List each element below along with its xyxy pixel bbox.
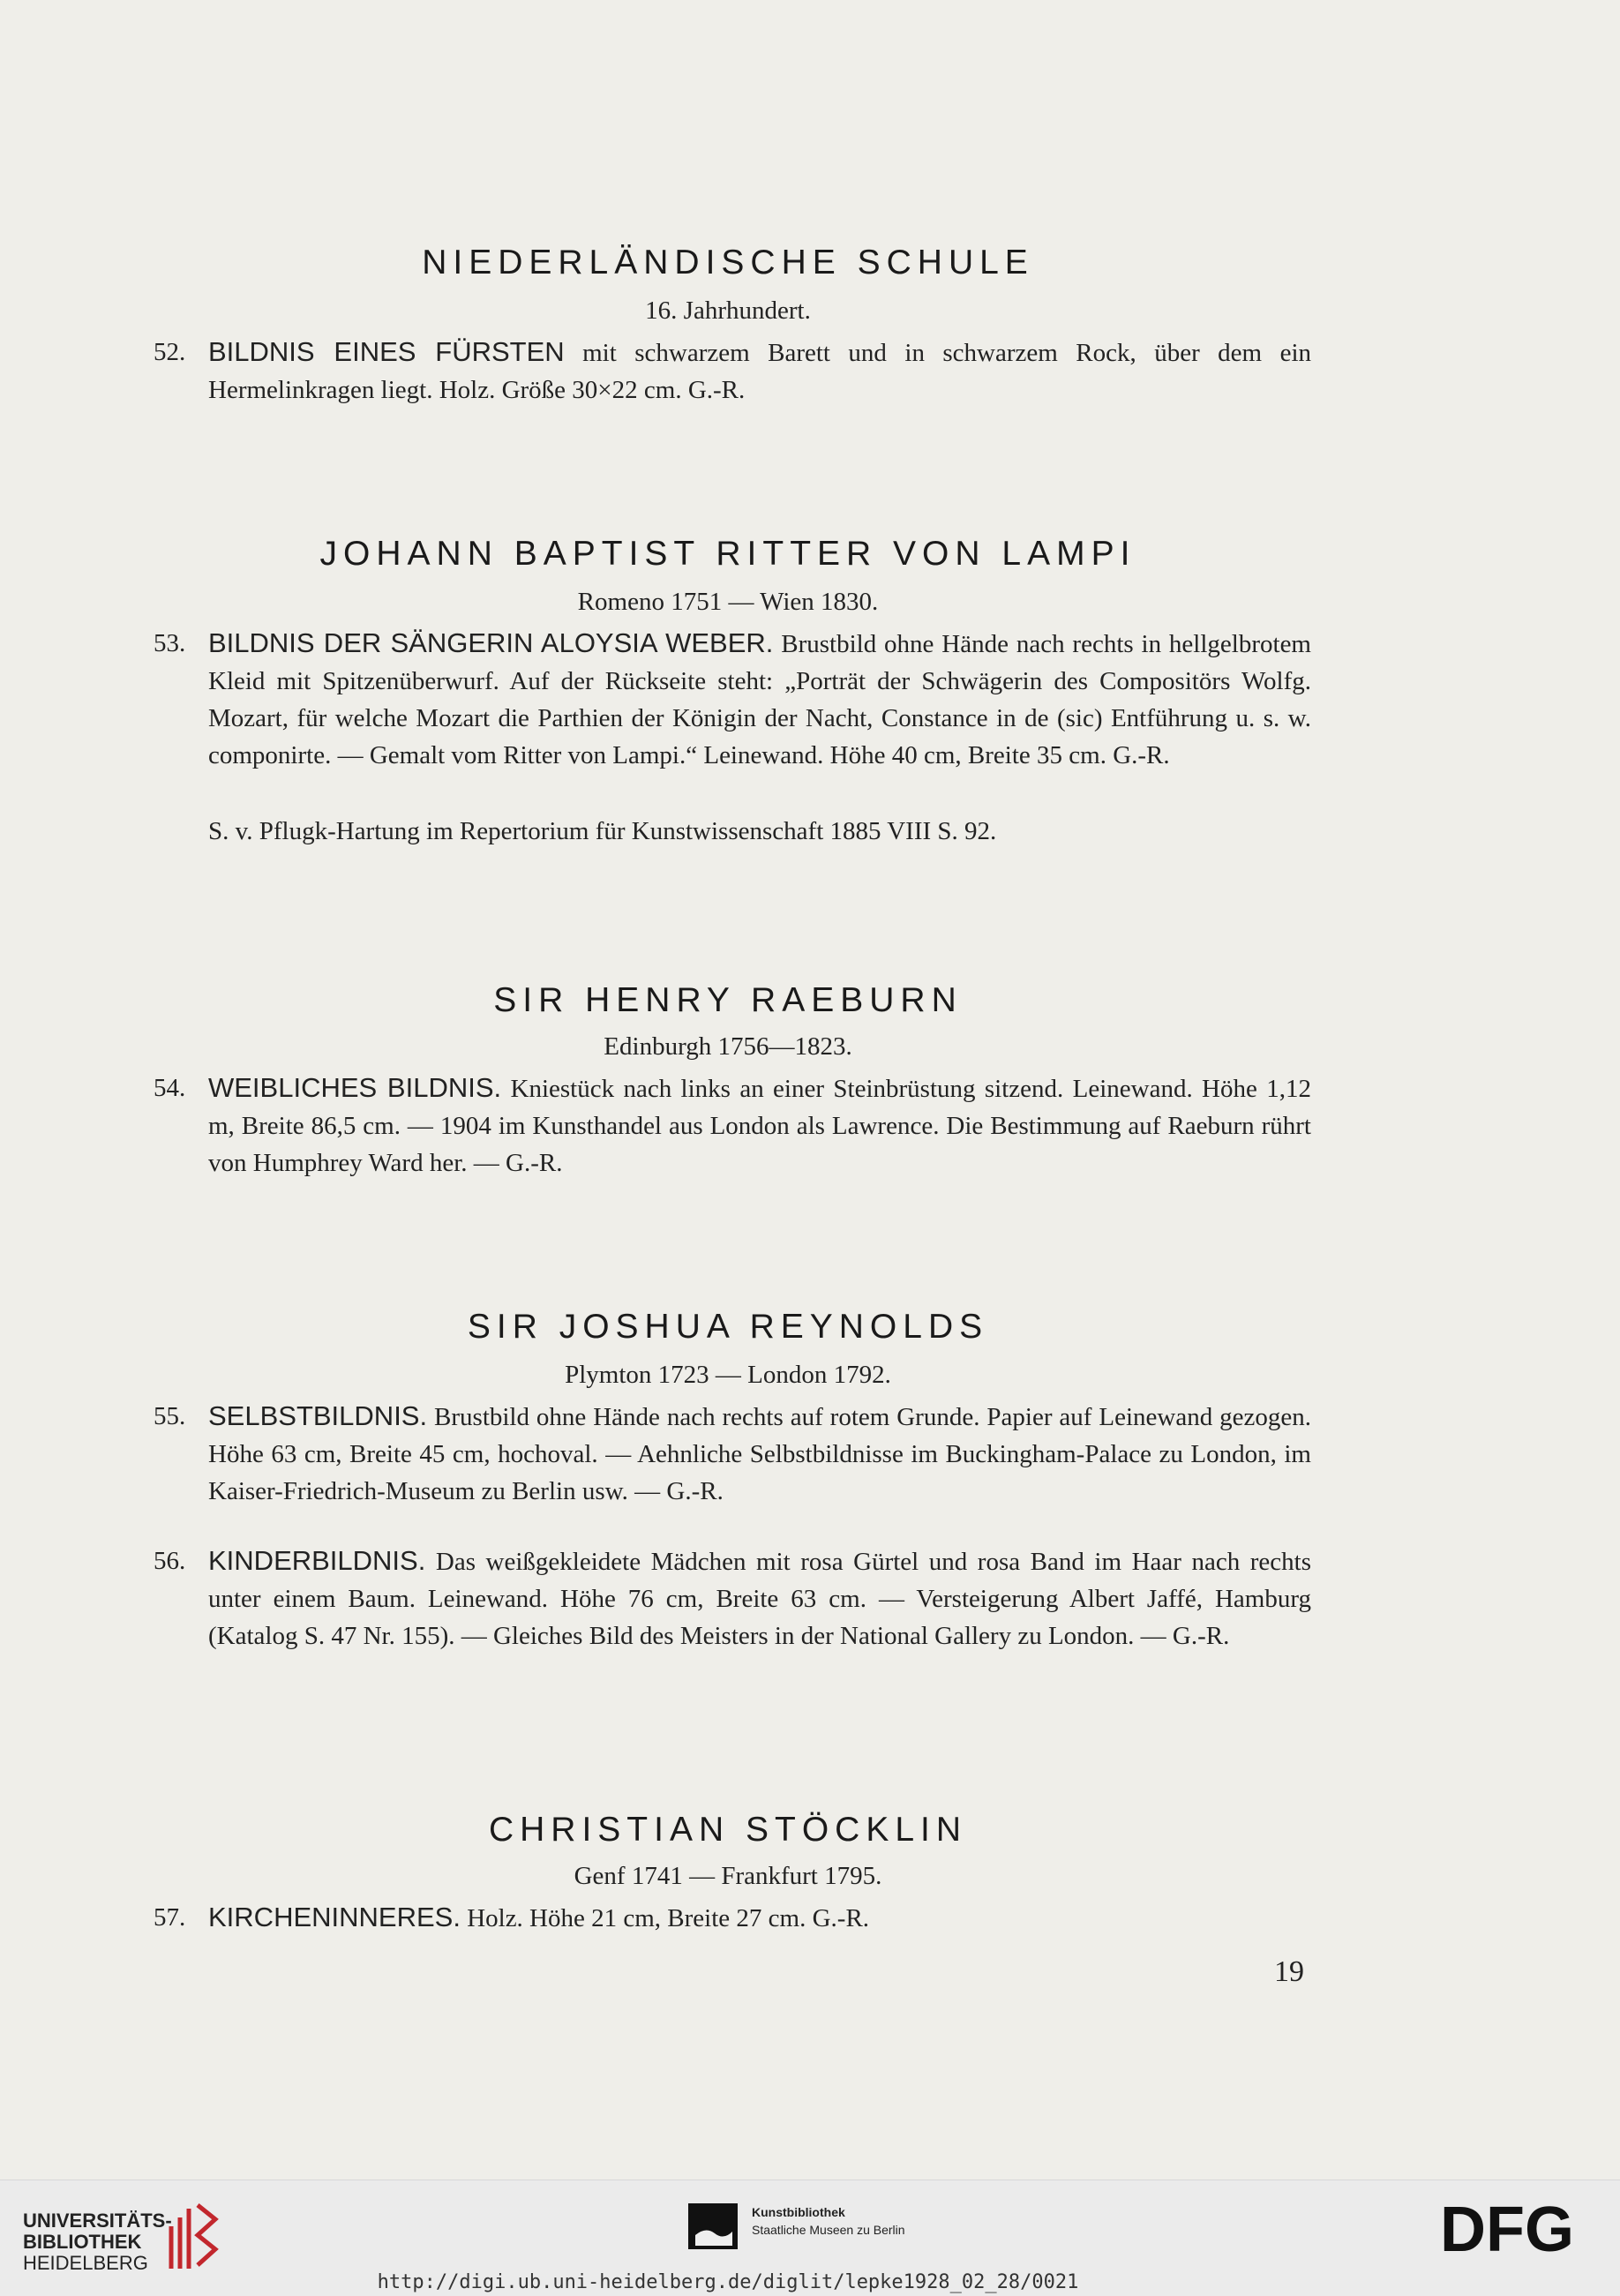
section-subtitle: Genf 1741 — Frankfurt 1795. (574, 1862, 882, 1890)
catalog-entry-54 (154, 1069, 1311, 1182)
entry-text: Brustbild ohne Hände nach rechts auf rotem Grunde. Papier auf Leinewand gezogen. Höhe 63 cm, Breite 45 cm, hochoval. — Aehnliche Selbstbildnisse im Buckingham-Palace zu London, im Kaiser-Friedrich-Museum zu Berlin usw. — G.-R. (208, 1403, 1311, 1505)
kunstbibliothek-logo-icon (688, 2200, 741, 2253)
section-subtitle: Romeno 1751 — Wien 1830. (577, 588, 879, 616)
ub-heidelberg-logo-icon (162, 2200, 224, 2270)
digitization-footer (0, 2180, 1620, 2296)
entry-title: SELBSTBILDNIS. (208, 1400, 428, 1431)
section-heading-reynolds: SIR JOSHUA REYNOLDS (467, 1308, 989, 1346)
permalink-url[interactable]: http://digi.ub.uni-heidelberg.de/diglit/lepke1928_02_28/0021 (377, 2271, 1079, 2293)
kunstbibliothek-label[interactable] (752, 2203, 905, 2239)
entry-text: Kniestück nach links an einer Steinbrüstung sitzend. Leinewand. Höhe 1,12 m, Breite 86,5 cm. — 1904 im Kunsthandel aus London als Lawrence. Die Bestimmung auf Raeburn rührt von Humphrey Ward her. — G.-R. (208, 1075, 1311, 1177)
entry-title: WEIBLICHES BILDNIS. (208, 1072, 502, 1103)
section-heading-raeburn: SIR HENRY RAEBURN (493, 981, 963, 1019)
catalog-entry-52 (154, 334, 1311, 409)
ub-line-1: UNIVERSITÄTS- (23, 2210, 172, 2232)
kb-line-1: Kunstbibliothek (752, 2205, 845, 2219)
entry-number: 52. (154, 338, 186, 366)
section-subtitle: 16. Jahrhundert. (645, 296, 811, 325)
entry-text: Brustbild ohne Hände nach rechts in hellgelbrotem Kleid mit Spitzenüberwurf. Auf der Rückseite steht: „Porträt der Schwägerin des Compositörs Wolfg. Mozart, für welche Mozart die Parthien der Königin der Nacht, Constance in de (sic) Entführung u. s. w. componirte. — Gemalt vom Ritter von Lampi.“ Leinewand. Höhe 40 cm, Breite 35 cm. G.-R. (208, 630, 1311, 769)
entry-title: KINDERBILDNIS. (208, 1545, 426, 1576)
section-subtitle: Plymton 1723 — London 1792. (565, 1361, 891, 1389)
dfg-logo-text: DFG (1440, 2198, 1574, 2260)
entry-title: BILDNIS EINES FÜRSTEN (208, 336, 565, 367)
dfg-logo[interactable] (1440, 2198, 1599, 2260)
entry-number: 54. (154, 1074, 186, 1102)
ub-line-2: BIBLIOTHEK (23, 2231, 142, 2253)
entry-title: KIRCHENINNERES. (208, 1902, 461, 1932)
entry-number: 56. (154, 1547, 186, 1575)
catalog-entry-55 (154, 1398, 1311, 1510)
entry-text: Das weißgekleidete Mädchen mit rosa Gürtel und rosa Band im Haar nach rechts unter einem Baum. Leinewand. Höhe 76 cm, Breite 63 cm. — Versteigerung Albert Jaffé, Hamburg (Katalog S. 47 Nr. 155). — Gleiches Bild des Meisters in der National Gallery zu London. — G.-R. (208, 1548, 1311, 1650)
ub-line-3: HEIDELBERG (23, 2252, 148, 2274)
section-subtitle: Edinburgh 1756—1823. (604, 1032, 852, 1061)
entry-number: 55. (154, 1402, 186, 1430)
section-heading-niederlaendische-schule: NIEDERLÄNDISCHE SCHULE (422, 244, 1034, 281)
section-heading-lampi: JOHANN BAPTIST RITTER VON LAMPI (319, 535, 1136, 573)
entry-number: 53. (154, 629, 186, 657)
catalog-entry-57 (154, 1899, 1311, 1937)
catalog-entry-56 (154, 1542, 1311, 1654)
section-heading-stoecklin: CHRISTIAN STÖCKLIN (488, 1811, 968, 1849)
page-number: 19 (1274, 1955, 1304, 1988)
entry-text: Holz. Höhe 21 cm, Breite 27 cm. G.-R. (460, 1904, 870, 1932)
entry-text: mit schwarzem Barett und in schwarzem Rock, über dem ein Hermelinkragen liegt. Holz. Größe 30×22 cm. G.-R. (208, 339, 1311, 404)
entry-number: 57. (154, 1903, 186, 1932)
entry-title: BILDNIS DER SÄNGERIN ALOYSIA WEBER. (208, 627, 774, 658)
kb-line-2: Staatliche Museen zu Berlin (752, 2223, 905, 2237)
literature-note: S. v. Pflugk-Hartung im Repertorium für Kunstwissenschaft 1885 VIII S. 92. (208, 817, 997, 845)
catalog-entry-53 (154, 625, 1311, 774)
ub-heidelberg-label[interactable] (23, 2210, 172, 2274)
